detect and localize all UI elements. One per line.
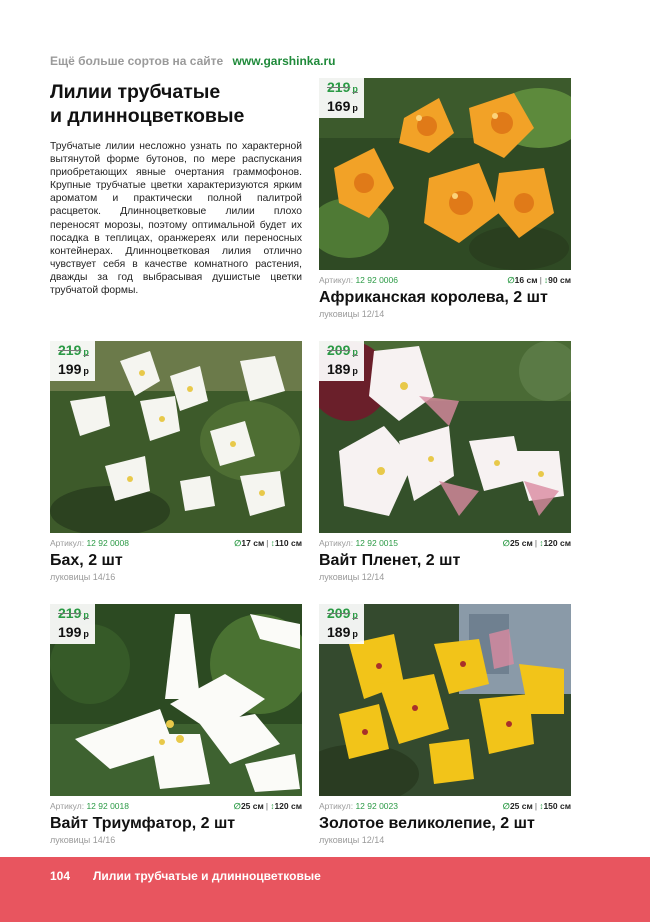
article-number: 12 92 0015	[355, 538, 398, 548]
page-number: 104	[50, 869, 71, 883]
article-label: Артикул:	[319, 275, 354, 285]
diameter-icon: ∅	[507, 275, 515, 285]
old-price: 219 р	[327, 79, 358, 95]
article-number: 12 92 0018	[86, 801, 129, 811]
diameter-icon: ∅	[234, 538, 242, 548]
price-box	[50, 604, 95, 644]
bulb-size: луковицы 14/16	[50, 835, 116, 845]
old-price: 209 р	[327, 342, 358, 358]
more-varieties-text: Ещё больше сортов на сайте	[50, 54, 224, 68]
section-title-line1: Лилии трубчатые	[50, 81, 221, 103]
flower-diameter: 17 см	[241, 538, 265, 548]
plant-height: 120 см	[543, 538, 571, 548]
current-price: 169 р	[327, 98, 358, 114]
bulb-size: луковицы 14/16	[50, 572, 116, 582]
bulb-size: луковицы 12/14	[319, 572, 385, 582]
intro-paragraph: Трубчатые лилии несложно узнать по характерной вытянутой форме бутонов, по мере распускания приобретающих явные очертания граммофонов. Крупные трубчатые цветки характеризуются ярким ароматом и практически полной палитрой расцветок. Длинноцветковые лилии плохо переносят морозы, поэтому оптимальной будет их посадка в теплицах, оранжереях или переносных контейнерах. Длинноцветковая лилия отлично чувствует себя в качестве комнатного растения, дважды за год выбрасывая душистые цветки трубчатой формы.	[50, 141, 302, 297]
height-icon: ↕	[539, 801, 544, 811]
old-price: 209 р	[327, 605, 358, 621]
product-meta	[319, 537, 571, 549]
article-label: Артикул:	[50, 801, 85, 811]
product-name[interactable]: Вайт Пленет, 2 шт	[319, 552, 461, 569]
dimensions: ∅25 см | ↕150 см	[502, 801, 571, 811]
price-box	[319, 604, 364, 644]
dimensions: ∅17 см | ↕110 см	[234, 538, 302, 548]
current-price: 199 р	[58, 624, 89, 640]
product-meta	[319, 800, 571, 812]
article-number: 12 92 0023	[355, 801, 398, 811]
product-meta	[50, 800, 302, 812]
product-meta	[50, 537, 302, 549]
plant-height: 110 см	[274, 538, 302, 548]
site-promo-line	[50, 54, 335, 68]
price-box	[319, 78, 364, 118]
footer-section-title: Лилии трубчатые и длинноцветковые	[93, 869, 321, 883]
plant-height: 120 см	[274, 801, 302, 811]
product-name[interactable]: Вайт Триумфатор, 2 шт	[50, 815, 236, 832]
height-icon: ↕	[543, 275, 549, 285]
dimensions: ∅16 см | ↕90 см	[507, 275, 571, 285]
flower-diameter: 25 см	[509, 538, 533, 548]
product-name[interactable]: Африканская королева, 2 шт	[319, 289, 548, 306]
product-meta	[319, 274, 571, 286]
section-title-line2: и длинноцветковые	[50, 105, 245, 127]
flower-diameter: 25 см	[240, 801, 264, 811]
dimensions: ∅25 см | ↕120 см	[502, 538, 571, 548]
old-price: 219 р	[58, 605, 89, 621]
diameter-icon: ∅	[502, 538, 510, 548]
page-footer	[0, 857, 650, 922]
bulb-size: луковицы 12/14	[319, 309, 385, 319]
height-icon: ↕	[270, 801, 275, 811]
product-name[interactable]: Золотое великолепие, 2 шт	[319, 815, 535, 832]
plant-height: 150 см	[543, 801, 571, 811]
article-number: 12 92 0008	[86, 538, 129, 548]
current-price: 189 р	[327, 624, 358, 640]
section-title	[50, 80, 300, 128]
diameter-icon: ∅	[233, 801, 241, 811]
flower-diameter: 16 см	[514, 275, 538, 285]
article-label: Артикул:	[319, 538, 354, 548]
current-price: 199 р	[58, 361, 89, 377]
dimensions: ∅25 см | ↕120 см	[233, 801, 302, 811]
product-name[interactable]: Бах, 2 шт	[50, 552, 123, 569]
height-icon: ↕	[270, 538, 275, 548]
article-number: 12 92 0006	[355, 275, 398, 285]
old-price: 219 р	[58, 342, 89, 358]
height-icon: ↕	[539, 538, 544, 548]
bulb-size: луковицы 12/14	[319, 835, 385, 845]
site-link[interactable]: www.garshinka.ru	[232, 54, 336, 68]
plant-height: 90 см	[548, 275, 571, 285]
price-box	[50, 341, 95, 381]
article-label: Артикул:	[319, 801, 354, 811]
price-box	[319, 341, 364, 381]
flower-diameter: 25 см	[509, 801, 533, 811]
current-price: 189 р	[327, 361, 358, 377]
diameter-icon: ∅	[502, 801, 510, 811]
article-label: Артикул:	[50, 538, 85, 548]
